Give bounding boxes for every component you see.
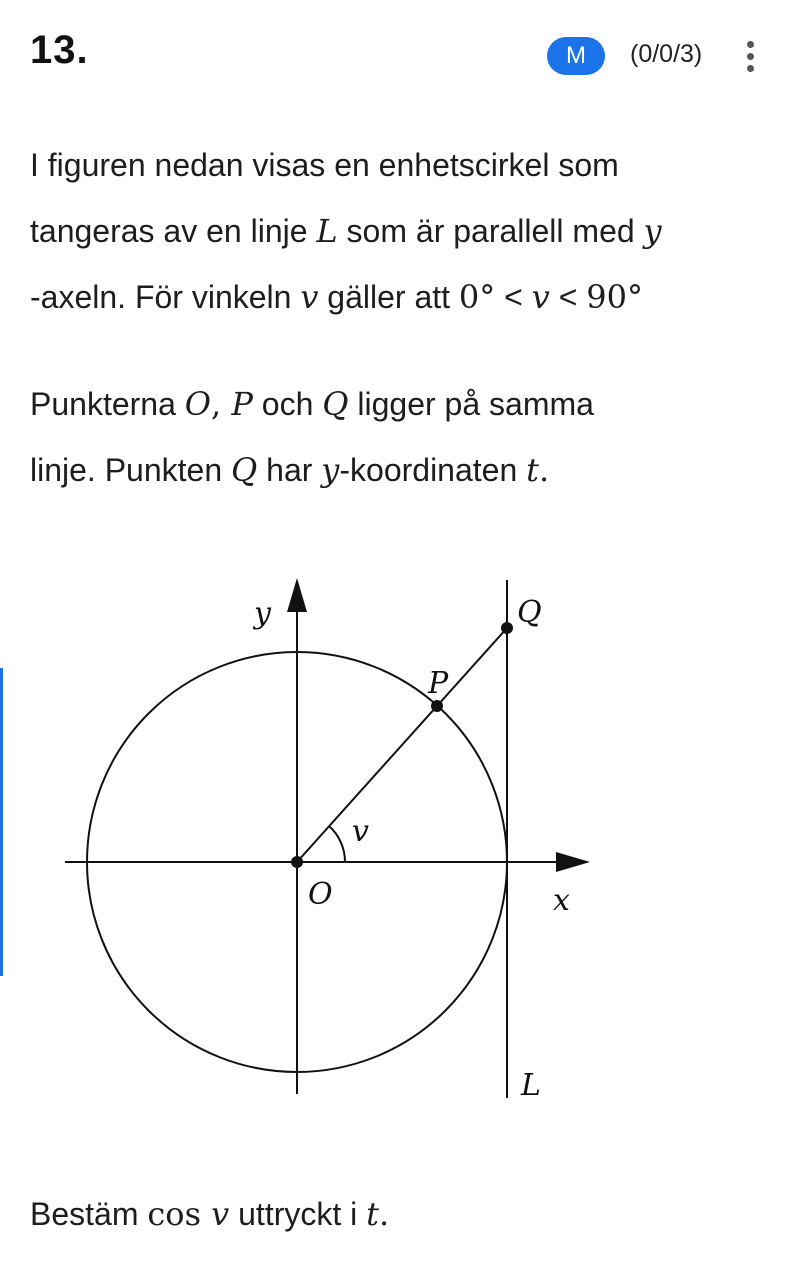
math-cos: cos — [147, 1195, 212, 1233]
math-v: v — [211, 1195, 230, 1233]
unit-circle-figure — [0, 560, 800, 1120]
text: I figuren nedan visas en enhetscirkel som — [30, 147, 619, 183]
math-90deg: 90° — [586, 278, 644, 316]
label-Q: Q — [517, 595, 542, 630]
text: < — [495, 279, 532, 315]
text: som är parallell med — [337, 213, 644, 249]
text: < — [549, 279, 587, 315]
text: och — [252, 386, 323, 422]
problem-line-4 — [30, 371, 790, 437]
text: ligger på samma — [348, 386, 594, 422]
label-v: v — [352, 814, 369, 849]
label-y: y — [254, 596, 271, 631]
math-O: O — [184, 385, 211, 423]
problem-paragraph-2 — [30, 371, 790, 503]
level-badge[interactable]: M — [547, 37, 605, 75]
text: Bestäm — [30, 1196, 148, 1232]
text: Punkterna — [30, 386, 185, 422]
problem-line-2 — [30, 198, 790, 264]
point-P — [431, 700, 443, 712]
math-L: L — [316, 212, 338, 250]
line-OPQ — [297, 628, 507, 862]
math-t: t — [366, 1195, 379, 1233]
unit-circle-diagram — [0, 560, 800, 1120]
y-axis-arrow-icon — [287, 578, 307, 612]
math-Q: Q — [231, 451, 258, 489]
math-v: v — [531, 278, 550, 316]
point-O — [291, 856, 303, 868]
score-label: (0/0/3) — [630, 40, 703, 68]
question-number: 13. — [30, 28, 89, 72]
math-y: y — [321, 451, 340, 489]
label-L: L — [521, 1068, 541, 1103]
label-x: x — [553, 883, 570, 918]
text: uttryckt i — [229, 1196, 367, 1232]
text: . — [379, 1195, 390, 1233]
text: tangeras av en linje — [30, 213, 317, 249]
math-0deg: 0° — [458, 278, 496, 316]
math-Q: Q — [322, 385, 349, 423]
text: . — [539, 451, 550, 489]
question-header — [0, 0, 800, 110]
point-Q — [501, 622, 513, 634]
math-t: t — [526, 451, 539, 489]
problem-line-5 — [30, 437, 790, 503]
text: -axeln. För vinkeln — [30, 279, 301, 315]
angle-arc-v — [329, 826, 345, 862]
task-line — [30, 1181, 790, 1247]
text: har — [257, 452, 322, 488]
text: , — [211, 385, 232, 423]
text: linje. Punkten — [30, 452, 232, 488]
math-v: v — [300, 278, 319, 316]
math-P: P — [231, 385, 253, 423]
text: gäller att — [318, 279, 459, 315]
math-y: y — [643, 212, 662, 250]
problem-line-1 — [30, 132, 790, 198]
label-P: P — [428, 666, 449, 701]
problem-paragraph-1 — [30, 132, 790, 330]
problem-line-3 — [30, 264, 790, 330]
text: -koordinaten — [339, 452, 527, 488]
label-O: O — [308, 877, 333, 912]
x-axis-arrow-icon — [556, 852, 590, 872]
more-vertical-icon[interactable] — [744, 41, 756, 73]
